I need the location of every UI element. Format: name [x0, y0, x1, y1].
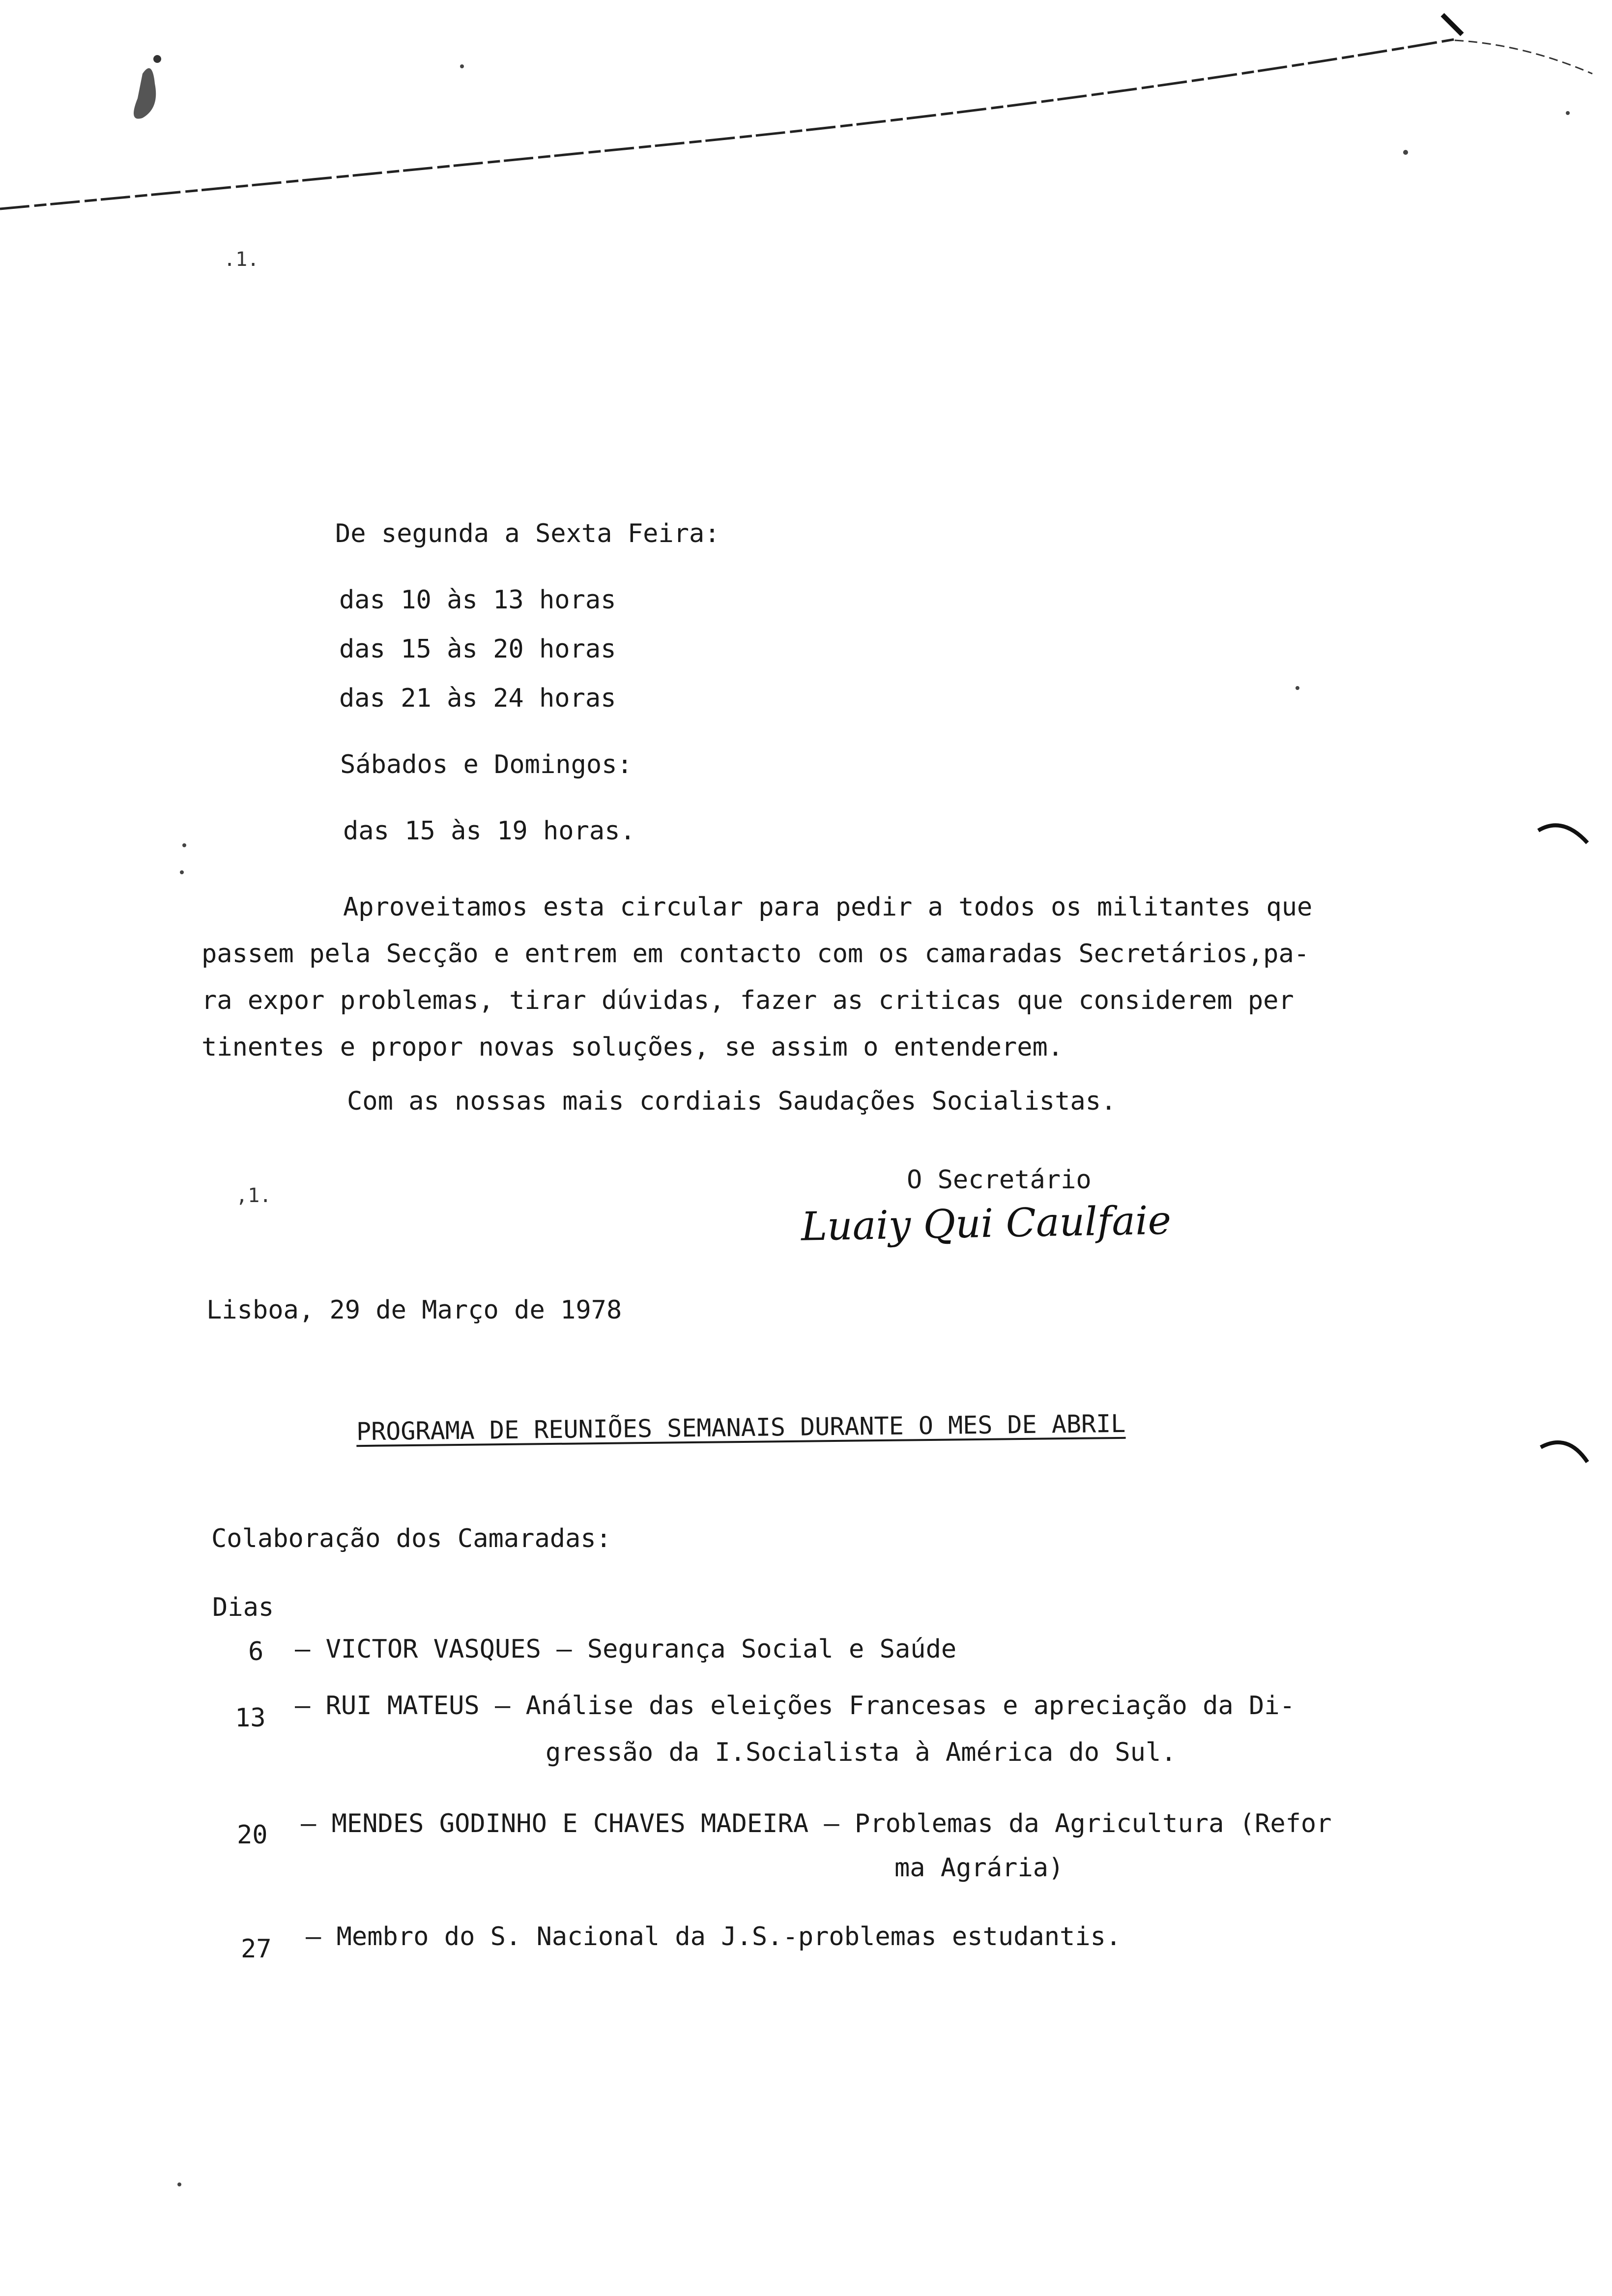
body-line-1: Aproveitamos esta circular para pedir a todos os militantes que	[343, 892, 1313, 922]
program-day: 13	[235, 1703, 266, 1733]
weekday-slot-1: das 10 às 13 horas	[339, 585, 616, 615]
collab-heading: Colaboração dos Camaradas:	[211, 1524, 611, 1553]
days-label: Dias	[212, 1593, 274, 1622]
body-line-2: passem pela Secção e entrem em contacto com os camaradas Secretários,pa-	[202, 939, 1310, 969]
signature-role: O Secretário	[907, 1165, 1092, 1195]
handwritten-signature: Luaiy Qui Caulfaie	[801, 1197, 1172, 1250]
program-topic: – RUI MATEUS – Análise das eleições Francesas e apreciação da Di-	[295, 1691, 1295, 1721]
weekend-heading: Sábados e Domingos:	[340, 750, 633, 779]
program-day: 27	[241, 1934, 272, 1964]
program-topic-cont: ma Agrária)	[894, 1853, 1064, 1883]
program-topic: – Membro do S. Nacional da J.S.-problemas estudantis.	[306, 1922, 1122, 1952]
weekday-slot-3: das 21 às 24 horas	[339, 684, 616, 713]
program-topic-cont: gressão da I.Socialista à América do Sul.	[546, 1738, 1177, 1767]
program-topic: – VICTOR VASQUES – Segurança Social e Saúde	[295, 1635, 957, 1664]
program-title: PROGRAMA DE REUNIÕES SEMANAIS DURANTE O MES DE ABRIL	[356, 1409, 1126, 1446]
program-day: 20	[237, 1820, 268, 1850]
program-day: 6	[248, 1637, 264, 1666]
weekday-heading: De segunda a Sexta Feira:	[335, 519, 720, 548]
program-topic: – MENDES GODINHO E CHAVES MADEIRA – Problemas da Agricultura (Refor	[301, 1809, 1332, 1838]
weekday-slot-2: das 15 às 20 horas	[339, 634, 616, 664]
closing-line: Com as nossas mais cordiais Saudações Socialistas.	[347, 1087, 1117, 1116]
body-line-4: tinentes e propor novas soluções, se assim o entenderem.	[202, 1033, 1064, 1062]
body-line-3: ra expor problemas, tirar dúvidas, fazer as criticas que considerem per	[202, 986, 1294, 1015]
page-marker-mid: ,1.	[236, 1184, 272, 1207]
date-line: Lisboa, 29 de Março de 1978	[206, 1295, 622, 1325]
weekend-slot: das 15 às 19 horas.	[343, 816, 635, 846]
page-marker-top: .1.	[224, 248, 259, 271]
